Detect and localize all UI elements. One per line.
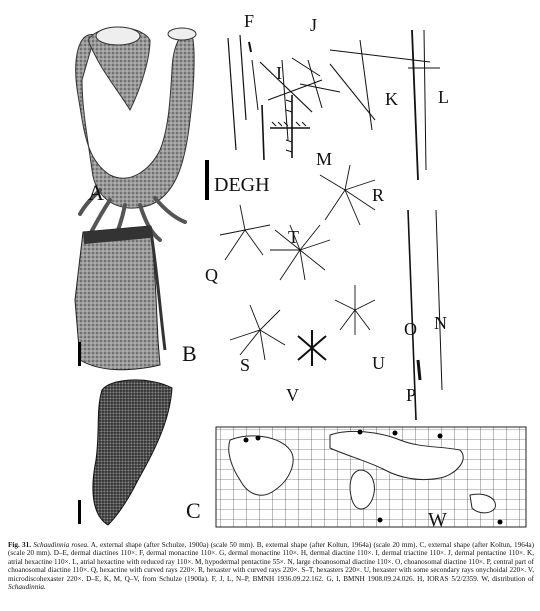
- figure-caption: [8, 541, 534, 591]
- label-q: Q: [205, 265, 218, 285]
- label-j: J: [310, 15, 318, 35]
- label-b: B: [182, 341, 197, 366]
- label-v: V: [286, 385, 299, 405]
- label-k: K: [385, 89, 398, 109]
- label-o: O: [404, 319, 417, 339]
- label-p: P: [406, 385, 417, 405]
- label-degh: DEGH: [214, 174, 270, 196]
- caption-species: Schaudinnia rosea.: [33, 541, 89, 549]
- label-r: R: [372, 185, 385, 205]
- label-i: I: [276, 63, 282, 83]
- panel-b-sponge-photo: [75, 226, 165, 370]
- label-c: C: [186, 498, 201, 523]
- panel-a-sponge-drawing: [76, 27, 196, 244]
- spicules-n-to-v: [220, 165, 442, 420]
- label-t: T: [288, 227, 299, 247]
- panel-c-sponge-photo: [78, 380, 172, 525]
- label-u: U: [372, 353, 385, 373]
- caption-fig-number: Fig. 31.: [8, 541, 31, 549]
- label-n: N: [434, 313, 447, 333]
- label-s: S: [240, 355, 251, 375]
- label-m: M: [316, 149, 333, 169]
- caption-text: A, external shape (after Schulze, 1900a) (scale 50 mm). B, external shape (after Koltun, 1964a) (scale 20 mm). C, external shape (after Koltun, 1964a) (scale 20 mm). D–E, dermal diactines 110×. F, dermal monactine 110×. G, dermal monactine 110×. H, dermal diactine 110×. I, dermal triactine 110×. J, dermal pentactine 110×. K, atrial hexactine 110×. L, atrial hexactine with reduced ray 110×. M, hypodermal pentactine 55×. N, large choanosomal diactine 110×. O, choanosomal diactine 110×. P, central part of choanosomal diactine 110×. Q, hexactine with curved rays 220×. R, hexaster with curved rays 220×. S–T, hexasters 220×. U, hexaster with some secondary rays onychoidal 220×. V, microdiscohexaster 220×. D–E, K, M, Q–V, from Schulze (1900a). F, J, L, N–P, BMNH 1936.09.22.162. G, I, BMNH 1908.09.24.026. H, IORAS 5/2/2359. W, distribution of: [8, 541, 535, 583]
- label-l: L: [438, 87, 449, 107]
- label-a: A: [88, 180, 104, 205]
- label-f: F: [244, 11, 255, 31]
- panel-w-distribution-map: [216, 427, 526, 527]
- label-w: W: [428, 509, 447, 531]
- caption-genus: Schaudinnia.: [8, 583, 46, 592]
